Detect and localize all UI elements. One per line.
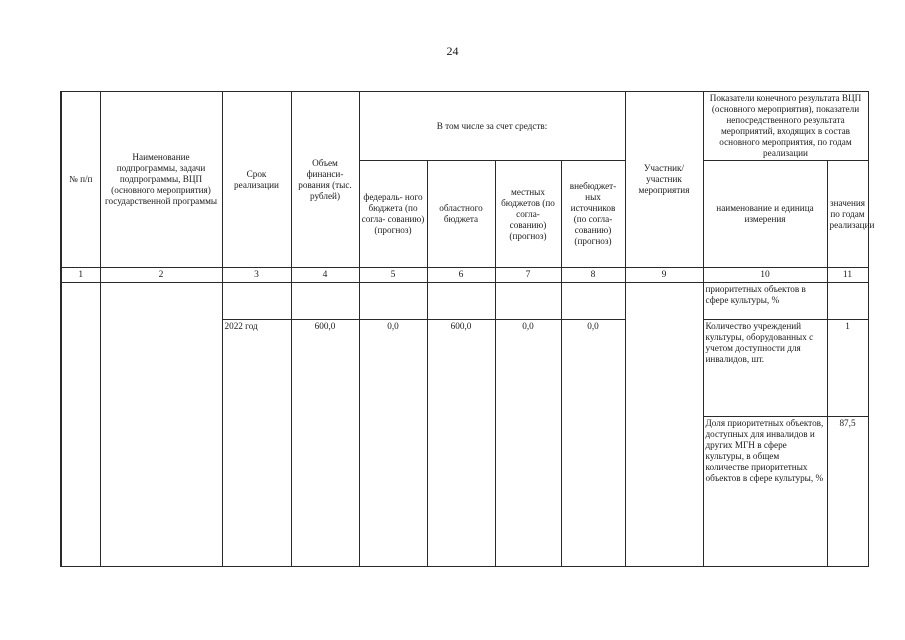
header-period: Срок реализации xyxy=(222,92,291,268)
header-number: № п/п xyxy=(61,92,100,268)
column-number: 4 xyxy=(291,268,359,283)
cell-number xyxy=(61,283,100,567)
header-volume: Объем финанси- рования (тыс. рублей) xyxy=(291,92,359,268)
page-number: 24 xyxy=(446,44,459,58)
cell-extra: 0,0 xyxy=(561,320,625,567)
column-number: 11 xyxy=(827,268,868,283)
cell-period xyxy=(222,283,291,320)
header-indicators-group: Показатели конечного результата ВЦП (основного мероприятия), показатели непосредственного результата мероприятий, входящих в состав основного мероприятия, по годам реализации xyxy=(703,92,868,161)
header-name: Наименование подпрограммы, задачи подпрограммы, ВЦП (основного мероприятия) государственной программы xyxy=(100,92,222,268)
header-local: местных бюджетов (по согла- сованию) (прогноз) xyxy=(495,161,561,268)
header-regional: областного бюджета xyxy=(427,161,495,268)
program-table xyxy=(60,91,875,567)
table-row xyxy=(61,283,868,320)
cell-regional: 600,0 xyxy=(427,320,495,567)
column-number: 9 xyxy=(625,268,703,283)
cell-value xyxy=(827,283,868,320)
cell-volume xyxy=(291,283,359,320)
header-sources-group: В том числе за счет средств: xyxy=(359,92,625,161)
cell-participant xyxy=(625,283,703,567)
cell-period: 2022 год xyxy=(222,320,291,567)
column-number: 2 xyxy=(100,268,222,283)
cell-indicator: Доля приоритетных объектов, доступных для инвалидов и других МГН в сфере культуры, в общем количестве приоритетных объектов в сфере культуры, % xyxy=(703,417,827,567)
column-number: 8 xyxy=(561,268,625,283)
cell-extra xyxy=(561,283,625,320)
cell-value: 87,5 xyxy=(827,417,868,567)
header-federal: федераль- ного бюджета (по согла- сованию) (прогноз) xyxy=(359,161,427,268)
column-number: 6 xyxy=(427,268,495,283)
header-participant: Участник/ участник мероприятия xyxy=(625,92,703,268)
cell-indicator: Количество учреждений культуры, оборудованных с учетом доступности для инвалидов, шт. xyxy=(703,320,827,417)
cell-local: 0,0 xyxy=(495,320,561,567)
column-number: 3 xyxy=(222,268,291,283)
cell-federal: 0,0 xyxy=(359,320,427,567)
column-number: 1 xyxy=(61,268,100,283)
cell-name xyxy=(100,283,222,567)
cell-value: 1 xyxy=(827,320,868,417)
cell-indicator: приоритетных объектов в сфере культуры, % xyxy=(703,283,827,320)
cell-federal xyxy=(359,283,427,320)
cell-regional xyxy=(427,283,495,320)
column-number: 10 xyxy=(703,268,827,283)
column-number: 7 xyxy=(495,268,561,283)
header-indicator-values: значения по годам реализации xyxy=(827,161,868,268)
cell-volume: 600,0 xyxy=(291,320,359,567)
cell-local xyxy=(495,283,561,320)
header-extra: внебюджет- ных источников (по согла- сованию) (прогноз) xyxy=(561,161,625,268)
column-number: 5 xyxy=(359,268,427,283)
header-indicator-name: наименование и единица измерения xyxy=(703,161,827,268)
